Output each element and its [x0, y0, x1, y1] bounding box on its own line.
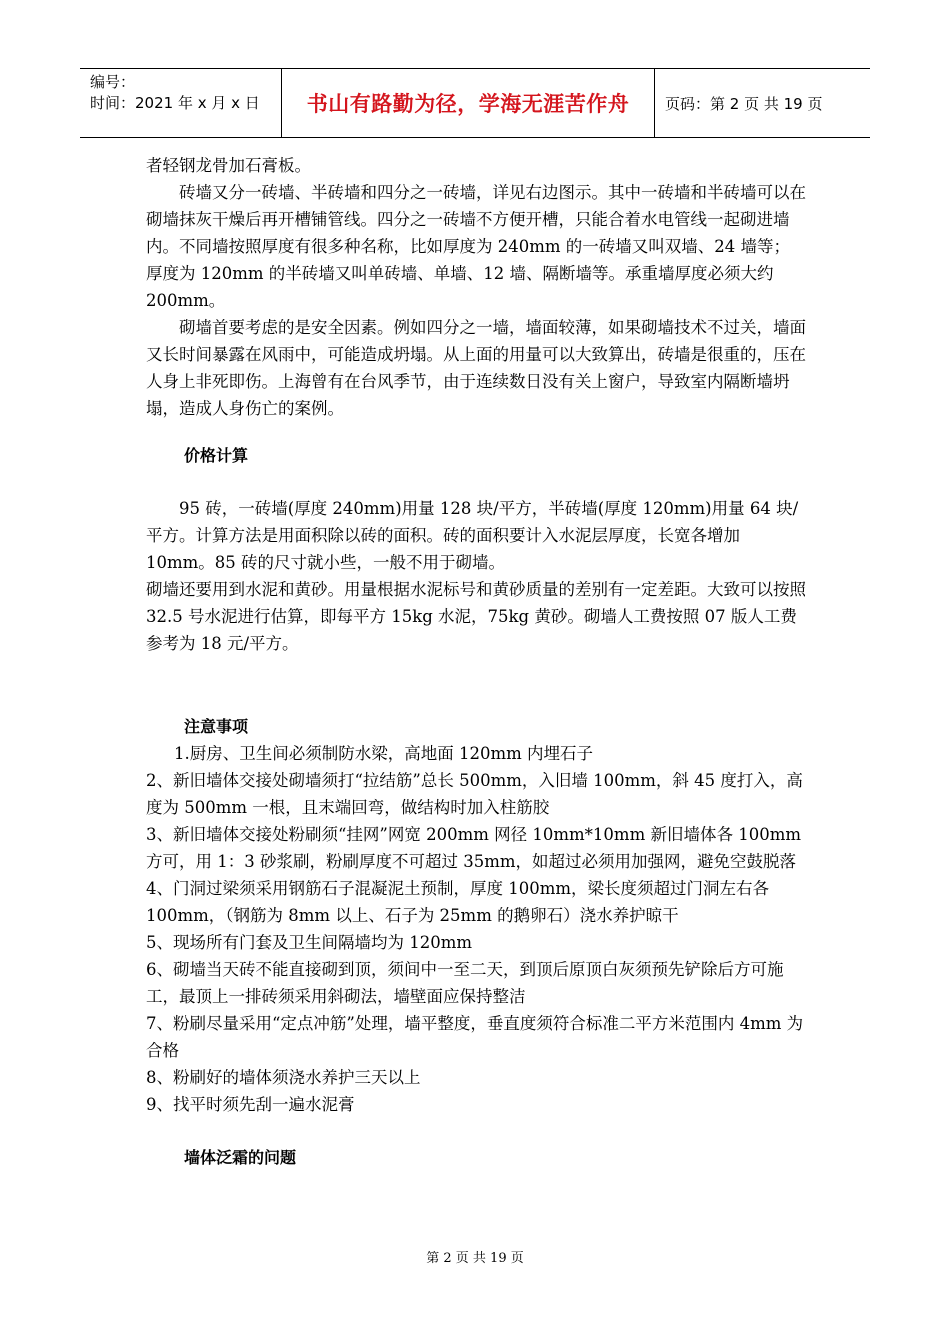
document-body	[146, 152, 806, 1171]
list-item: 8、粉刷好的墙体须浇水养护三天以上	[146, 1068, 421, 1087]
list-item: 1.厨房、卫生间必须制防水梁，高地面 120mm 内埋石子	[174, 744, 594, 763]
section-heading-notes: 注意事项	[184, 717, 249, 736]
list-item: 5、现场所有门套及卫生间隔墙均为 120mm	[146, 933, 473, 952]
header-meta	[80, 69, 282, 137]
list-item: 3、新旧墙体交接处粉刷须“挂网”网宽 200mm 网径 10mm*10mm 新旧墙体各 100mm 方可，用 1：3 砂浆刷，粉刷厚度不可超过 35mm，如超过必须用加强网，避免空鼓脱落	[146, 825, 801, 871]
header-page-info: 页码：第 2 页 共 19 页	[665, 94, 823, 113]
section-heading-frost: 墙体泛霜的问题	[184, 1148, 297, 1167]
page-header	[80, 68, 870, 138]
paragraph: 砖墙又分一砖墙、半砖墙和四分之一砖墙，详见右边图示。其中一砖墙和半砖墙可以在砌墙抹灰干燥后再开槽铺管线。四分之一砖墙不方便开槽，只能合着水电管线一起砌进墙内。不同墙按照厚度有很多种名称，比如厚度为 240mm 的一砖墙又叫双墙、24 墙等；厚度为 120mm 的半砖墙又叫单砖墙、单墙、12 墙、隔断墙等。承重墙厚度必须大约 200mm。	[146, 183, 806, 310]
paragraph: 95 砖，一砖墙(厚度 240mm)用量 128 块/平方，半砖墙(厚度 120mm)用量 64 块/平方。计算方法是用面积除以砖的面积。砖的面积要计入水泥层厚度，长宽各增加 10mm。85 砖的尺寸就小些，一般不用于砌墙。	[146, 499, 799, 572]
doc-code-label: 编号：	[90, 73, 136, 91]
list-item: 4、门洞过梁须采用钢筋石子混凝泥土预制，厚度 100mm，梁长度须超过门洞左右各 100mm，（钢筋为 8mm 以上、石子为 25mm 的鹅卵石）浇水养护晾干	[146, 879, 770, 925]
header-motto: 书山有路勤为径，学海无涯苦作舟	[282, 69, 655, 137]
paragraph: 砌墙首要考虑的是安全因素。例如四分之一墙，墙面较薄，如果砌墙技术不过关，墙面又长时间暴露在风雨中，可能造成坍塌。从上面的用量可以大致算出，砖墙是很重的，压在人身上非死即伤。上海曾有在台风季节，由于连续数日没有关上窗户，导致室内隔断墙坍塌，造成人身伤亡的案例。	[146, 318, 806, 418]
paragraph: 砌墙还要用到水泥和黄砂。用量根据水泥标号和黄砂质量的差别有一定差距。大致可以按照 32.5 号水泥进行估算，即每平方 15kg 水泥，75kg 黄砂。砌墙人工费按照 07 版人工费参考为 18 元/平方。	[146, 580, 806, 653]
doc-date: 时间：2021 年 x 月 x 日	[90, 94, 260, 112]
list-item: 7、粉刷尽量采用“定点冲筋”处理，墙平整度，垂直度须符合标准二平方米范围内 4mm 为合格	[146, 1014, 804, 1060]
section-heading-price: 价格计算	[184, 446, 249, 465]
list-item: 2、新旧墙体交接处砌墙须打“拉结筋”总长 500mm，入旧墙 100mm，斜 45 度打入，高度为 500mm 一根，且末端回弯，做结构时加入柱筋胶	[146, 771, 803, 817]
list-item: 9、找平时须先刮一遍水泥膏	[146, 1095, 355, 1114]
page-footer: 第 2 页 共 19 页	[426, 1251, 524, 1266]
paragraph: 者轻钢龙骨加石膏板。	[146, 156, 311, 175]
list-item: 6、砌墙当天砖不能直接砌到顶，须间中一至二天，到顶后原顶白灰须预先铲除后方可施工，最顶上一排砖须采用斜砌法，墙壁面应保持整洁	[146, 960, 784, 1006]
